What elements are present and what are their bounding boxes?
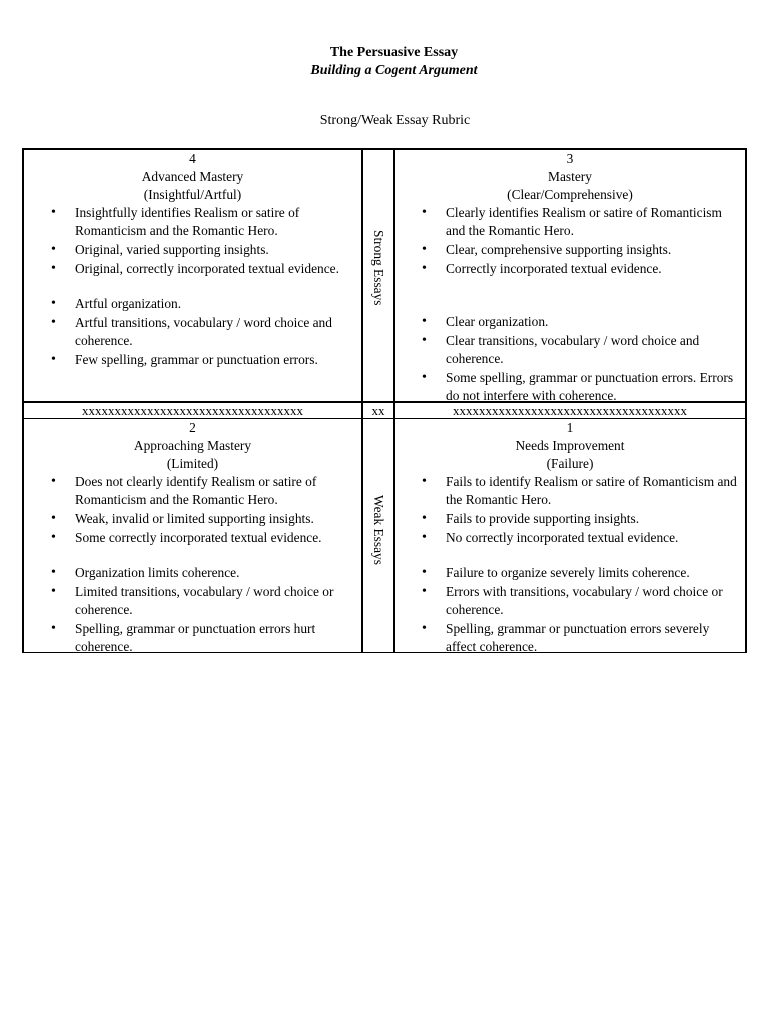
list-item: • Spelling, grammar or punctuation errors hurt coherence. bbox=[51, 621, 316, 654]
bullet-icon: • bbox=[422, 242, 427, 257]
bullet-icon: • bbox=[422, 584, 427, 599]
list-item: • Weak, invalid or limited supporting insights. bbox=[51, 511, 314, 526]
bullet-icon: • bbox=[422, 565, 427, 580]
separator-cell-mid bbox=[361, 401, 393, 418]
level-title: Approaching Mastery bbox=[133, 438, 252, 453]
document-subtitle: Building a Cogent Argument bbox=[310, 63, 478, 78]
bullet-icon: • bbox=[51, 296, 56, 311]
bullet-icon: • bbox=[51, 474, 56, 489]
criteria-list bbox=[24, 295, 361, 369]
list-item: • Clear organization. bbox=[422, 314, 549, 329]
level-descriptor: (Failure) bbox=[546, 456, 594, 471]
separator-cell-left bbox=[22, 401, 361, 418]
list-item: • Does not clearly identify Realism or satire of Romanticism and the Romantic Hero. bbox=[51, 474, 317, 507]
separator-cell-right bbox=[393, 401, 747, 418]
weak-essays-label: Weak Essays bbox=[371, 495, 386, 565]
list-item: • Correctly incorporated textual evidence. bbox=[422, 261, 662, 276]
score-number: 1 bbox=[566, 420, 574, 435]
separator-text: xx bbox=[371, 403, 385, 418]
criteria-list bbox=[395, 204, 745, 278]
list-item: • Fails to provide supporting insights. bbox=[422, 511, 640, 526]
criteria-list bbox=[24, 473, 361, 547]
list-item: • Spelling, grammar or punctuation errors severely affect coherence. bbox=[422, 621, 710, 654]
level-title: Needs Improvement bbox=[515, 438, 625, 453]
list-item: • Limited transitions, vocabulary / word choice or coherence. bbox=[51, 584, 334, 617]
list-item: • Insightfully identifies Realism or satire of Romanticism and the Romantic Hero. bbox=[51, 205, 300, 238]
bullet-icon: • bbox=[51, 530, 56, 545]
list-item: • Clearly identifies Realism or satire of Romanticism and the Romantic Hero. bbox=[422, 205, 722, 238]
bullet-icon: • bbox=[51, 584, 56, 599]
list-item: • Original, varied supporting insights. bbox=[51, 242, 269, 257]
rubric-heading: Strong/Weak Essay Rubric bbox=[319, 113, 471, 128]
criteria-list bbox=[24, 564, 361, 656]
list-item: • Errors with transitions, vocabulary / word choice or coherence. bbox=[422, 584, 723, 617]
list-item: • Organization limits coherence. bbox=[51, 565, 240, 580]
separator-text: xxxxxxxxxxxxxxxxxxxxxxxxxxxxxxxxxx bbox=[82, 403, 303, 418]
bullet-icon: • bbox=[422, 333, 427, 348]
level-descriptor: (Limited) bbox=[166, 456, 219, 471]
list-item: • No correctly incorporated textual evidence. bbox=[422, 530, 679, 545]
criteria-list bbox=[24, 204, 361, 278]
bullet-icon: • bbox=[422, 370, 427, 385]
weak-essays-label-cell bbox=[361, 418, 393, 653]
document-title: The Persuasive Essay bbox=[329, 45, 459, 60]
list-item: • Original, correctly incorporated textual evidence. bbox=[51, 261, 339, 276]
list-item: • Some spelling, grammar or punctuation errors. Errors do not interfere with coherence. bbox=[422, 370, 734, 403]
bullet-icon: • bbox=[51, 315, 56, 330]
list-item: • Failure to organize severely limits coherence. bbox=[422, 565, 690, 580]
criteria-list bbox=[395, 473, 745, 547]
criteria-list bbox=[395, 313, 745, 405]
bullet-icon: • bbox=[422, 261, 427, 276]
bullet-icon: • bbox=[422, 474, 427, 489]
bullet-icon: • bbox=[51, 242, 56, 257]
level-title: Advanced Mastery bbox=[141, 169, 244, 184]
strong-essays-label-cell bbox=[361, 148, 393, 401]
criteria-list bbox=[395, 564, 745, 656]
score-number: 2 bbox=[189, 420, 196, 435]
list-item: • Clear transitions, vocabulary / word choice and coherence. bbox=[422, 333, 700, 366]
rubric-cell-score-2 bbox=[22, 418, 361, 653]
list-item: • Clear, comprehensive supporting insights. bbox=[422, 242, 672, 257]
bullet-icon: • bbox=[422, 621, 427, 636]
list-item: • Few spelling, grammar or punctuation errors. bbox=[51, 352, 318, 367]
score-number: 3 bbox=[566, 151, 574, 166]
bullet-icon: • bbox=[51, 205, 56, 220]
level-descriptor: (Insightful/Artful) bbox=[143, 187, 242, 202]
bullet-icon: • bbox=[51, 511, 56, 526]
bullet-icon: • bbox=[51, 261, 56, 276]
bullet-icon: • bbox=[51, 565, 56, 580]
list-item: • Artful transitions, vocabulary / word choice and coherence. bbox=[51, 315, 332, 348]
bullet-icon: • bbox=[422, 314, 427, 329]
bullet-icon: • bbox=[422, 205, 427, 220]
rubric-cell-score-1 bbox=[393, 418, 747, 653]
level-title: Mastery bbox=[548, 169, 592, 184]
list-item: • Some correctly incorporated textual evidence. bbox=[51, 530, 322, 545]
bullet-icon: • bbox=[422, 530, 427, 545]
list-item: • Artful organization. bbox=[51, 296, 182, 311]
bullet-icon: • bbox=[51, 352, 56, 367]
separator-text: xxxxxxxxxxxxxxxxxxxxxxxxxxxxxxxxxxxx bbox=[453, 403, 687, 418]
rubric-cell-score-4 bbox=[22, 148, 361, 401]
bullet-icon: • bbox=[422, 511, 427, 526]
strong-essays-label: Strong Essays bbox=[371, 230, 386, 306]
rubric-cell-score-3 bbox=[393, 148, 747, 401]
score-number: 4 bbox=[189, 151, 196, 166]
bullet-icon: • bbox=[51, 621, 56, 636]
level-descriptor: (Clear/Comprehensive) bbox=[507, 187, 633, 202]
list-item: • Fails to identify Realism or satire of Romanticism and the Romantic Hero. bbox=[422, 474, 737, 507]
